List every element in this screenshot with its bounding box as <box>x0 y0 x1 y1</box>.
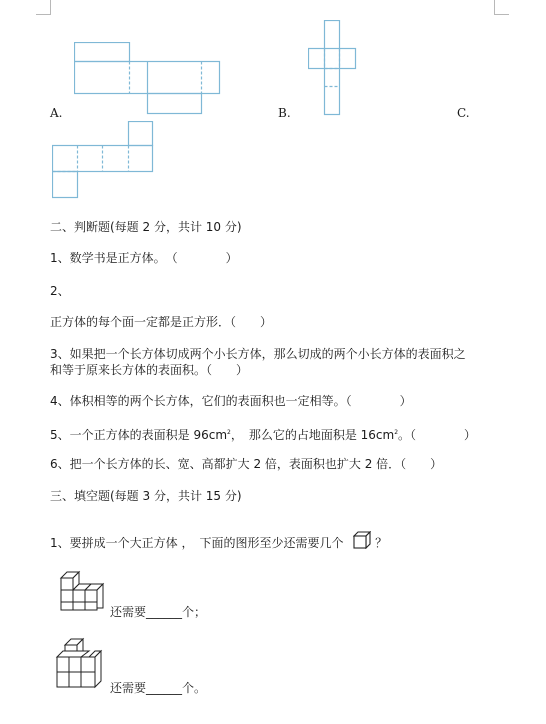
question-2-4: 4、体积相等的两个长方体，它们的表面积也一定相等。（ ） <box>50 394 412 408</box>
cube-net-c <box>52 121 156 199</box>
option-b-label: B. <box>278 106 291 120</box>
cube-stack-figure-2 <box>54 636 104 690</box>
crop-mark-right-v <box>494 0 495 14</box>
question-2-3-line2: 和等于原来长方体的表面积。（ ） <box>50 363 249 377</box>
question-2-1: 1、数学书是正方体。 （ ） <box>50 251 238 265</box>
answer-3-1-figure-1: 还需要______个； <box>110 605 207 619</box>
section-2-header: 二、判断题(每题 2 分，共计 10 分) <box>50 220 242 234</box>
cube-net-b <box>308 20 358 116</box>
crop-mark-right-h <box>494 14 509 15</box>
superscript-2: 2 <box>394 429 399 436</box>
question-3-1-tail: ？ <box>375 536 388 550</box>
question-2-5-part1: 5、一个正方体的表面积是 96cm <box>50 428 228 442</box>
answer-3-1-figure-2: 还需要______个。 <box>110 681 207 695</box>
question-2-2-number: 2、 <box>50 284 70 298</box>
question-2-6: 6、把一个长方体的长、宽、高都扩大 2 倍，表面积也扩大 2 倍．（ ） <box>50 457 443 471</box>
question-3-1 <box>50 531 387 551</box>
question-2-5-part2: ， 那么它的占地面积是 16cm <box>230 428 395 442</box>
option-c-label: C. <box>457 106 470 120</box>
question-2-2-text: 正方体的每个面一定都是正方形．（ ） <box>50 315 273 329</box>
superscript-2: 2 <box>227 429 231 436</box>
cube-net-a <box>74 42 224 116</box>
section-3-header: 三、填空题(每题 3 分，共计 15 分) <box>50 489 242 503</box>
small-cube-icon <box>353 531 371 549</box>
question-2-5 <box>50 425 476 443</box>
crop-mark-left-h <box>36 14 51 15</box>
crop-mark-left-v <box>50 0 51 14</box>
question-2-5-part3: 。（ ） <box>398 428 477 442</box>
question-2-3-line1: 3、如果把一个长方体切成两个小长方体，那么切成的两个小长方体的表面积之 <box>50 347 466 361</box>
question-3-1-text: 1、要拼成一个大正方体 ， 下面的图形至少还需要几个 <box>50 536 344 550</box>
cube-stack-figure-1 <box>56 562 106 612</box>
option-a-label: A. <box>50 106 63 120</box>
